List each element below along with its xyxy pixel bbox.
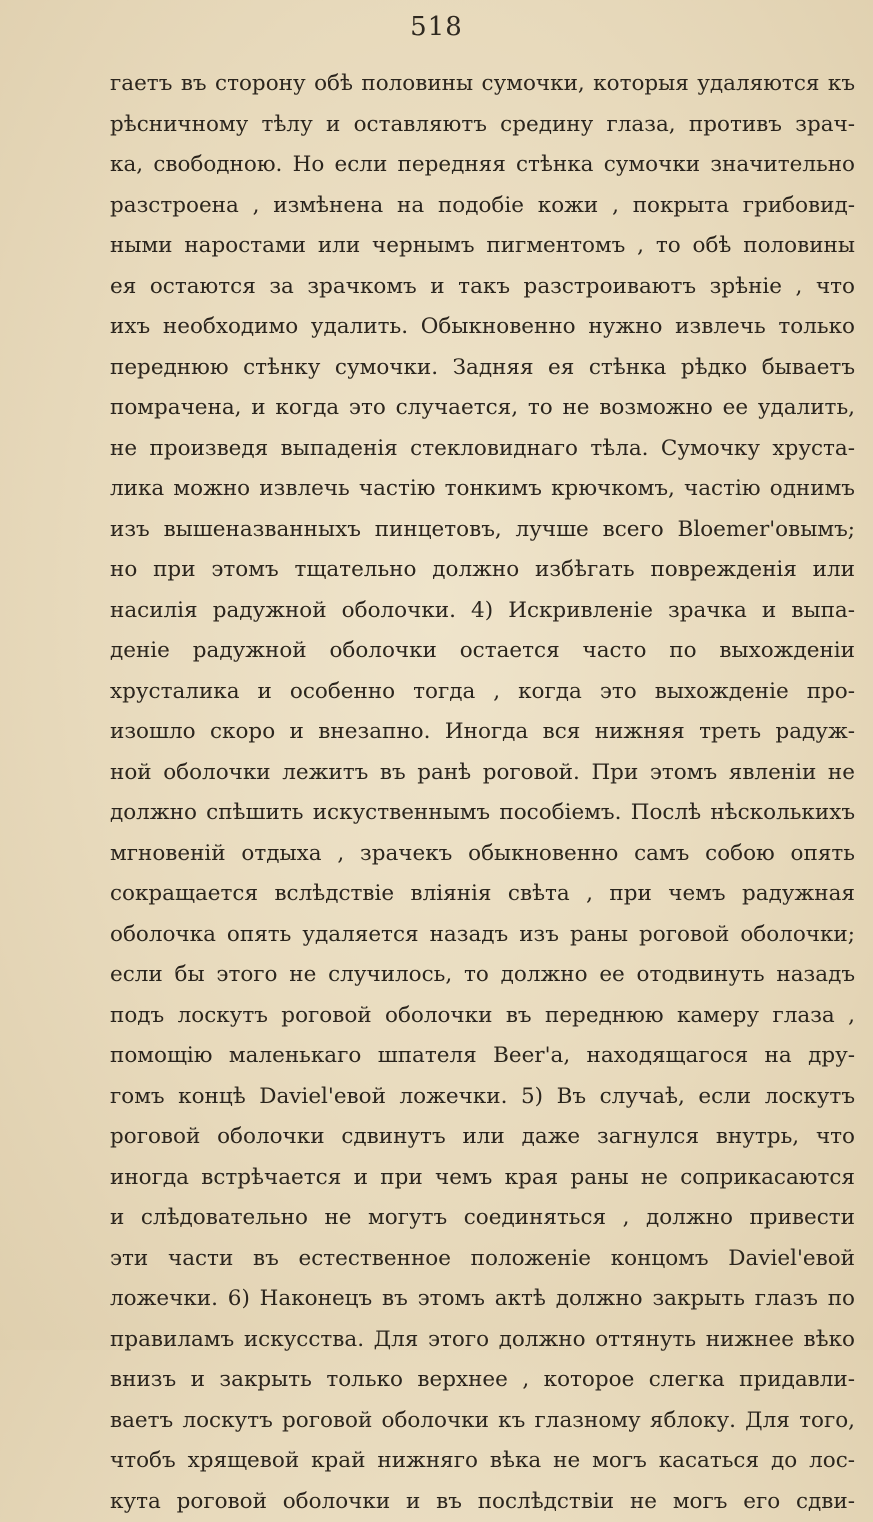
text-line: внизъ и закрыть только верхнее , которое слегка придавли- xyxy=(110,1360,855,1401)
text-line: ной оболочки лежитъ въ ранѣ роговой. При этомъ явленіи не xyxy=(110,753,855,794)
text-line: гомъ концѣ Daviel'евой ложечки. 5) Въ случаѣ, если лоскутъ xyxy=(110,1077,855,1118)
text-line: мгновеній отдыха , зрачекъ обыкновенно самъ собою опять xyxy=(110,834,855,875)
text-line: переднюю стѣнку сумочки. Задняя ея стѣнка рѣдко бываетъ xyxy=(110,348,855,389)
text-line: ихъ необходимо удалить. Обыкновенно нужно извлечь только xyxy=(110,307,855,348)
text-line: правиламъ искусства. Для этого должно оттянуть нижнее вѣко xyxy=(110,1320,855,1361)
text-line: роговой оболочки сдвинутъ или даже загнулся внутрь, что xyxy=(110,1117,855,1158)
text-line: помрачена, и когда это случается, то не возможно ее удалить, xyxy=(110,388,855,429)
text-line: иногда встрѣчается и при чемъ края раны не соприкасаются xyxy=(110,1158,855,1199)
text-line: насилія радужной оболочки. 4) Искривленіе зрачка и выпа- xyxy=(110,591,855,632)
text-line: рѣсничному тѣлу и оставляютъ средину глаза, противъ зрач- xyxy=(110,105,855,146)
text-line: лика можно извлечь частію тонкимъ крючкомъ, частію однимъ xyxy=(110,469,855,510)
text-line: но при этомъ тщательно должно избѣгать поврежденія или xyxy=(110,550,855,591)
text-line: должно спѣшить искуственнымъ пособіемъ. Послѣ нѣсколькихъ xyxy=(110,793,855,834)
text-line: кута роговой оболочки и въ послѣдствіи не могъ его сдви- xyxy=(110,1482,855,1522)
text-line: ными наростами или чернымъ пигментомъ , то обѣ половины xyxy=(110,226,855,267)
text-line: ка, свободною. Но если передняя стѣнка сумочки значительно xyxy=(110,145,855,186)
text-line: изъ вышеназванныхъ пинцетовъ, лучше всего Bloemer'овымъ; xyxy=(110,510,855,551)
text-line: ложечки. 6) Наконецъ въ этомъ актѣ должно закрыть глазъ по xyxy=(110,1279,855,1320)
text-line: хрусталика и особенно тогда , когда это выхожденіе про- xyxy=(110,672,855,713)
body-text xyxy=(110,64,855,1522)
text-line: сокращается вслѣдствіе вліянія свѣта , при чемъ радужная xyxy=(110,874,855,915)
text-line: подъ лоскутъ роговой оболочки въ переднюю камеру глаза , xyxy=(110,996,855,1037)
text-line: эти части въ естественное положеніе концомъ Daviel'евой xyxy=(110,1239,855,1280)
text-line: деніе радужной оболочки остается часто по выхожденіи xyxy=(110,631,855,672)
text-line: помощію маленькаго шпателя Beer'a, находящагося на дру- xyxy=(110,1036,855,1077)
text-line: изошло скоро и внезапно. Иногда вся нижняя треть радуж- xyxy=(110,712,855,753)
text-line: разстроена , измѣнена на подобіе кожи , покрыта грибовид- xyxy=(110,186,855,227)
text-line: ваетъ лоскутъ роговой оболочки къ глазному яблоку. Для того, xyxy=(110,1401,855,1442)
text-line: чтобъ хрящевой край нижняго вѣка не могъ касаться до лос- xyxy=(110,1441,855,1482)
text-line: ея остаются за зрачкомъ и такъ разстроиваютъ зрѣніе , что xyxy=(110,267,855,308)
text-line: оболочка опять удаляется назадъ изъ раны роговой оболочки; xyxy=(110,915,855,956)
page-number: 518 xyxy=(0,12,873,42)
text-line: не произведя выпаденія стекловиднаго тѣла. Сумочку хруста- xyxy=(110,429,855,470)
text-line: если бы этого не случилось, то должно ее отодвинуть назадъ xyxy=(110,955,855,996)
text-line: и слѣдовательно не могутъ соединяться , должно привести xyxy=(110,1198,855,1239)
text-line: гаетъ въ сторону обѣ половины сумочки, которыя удаляются къ xyxy=(110,64,855,105)
